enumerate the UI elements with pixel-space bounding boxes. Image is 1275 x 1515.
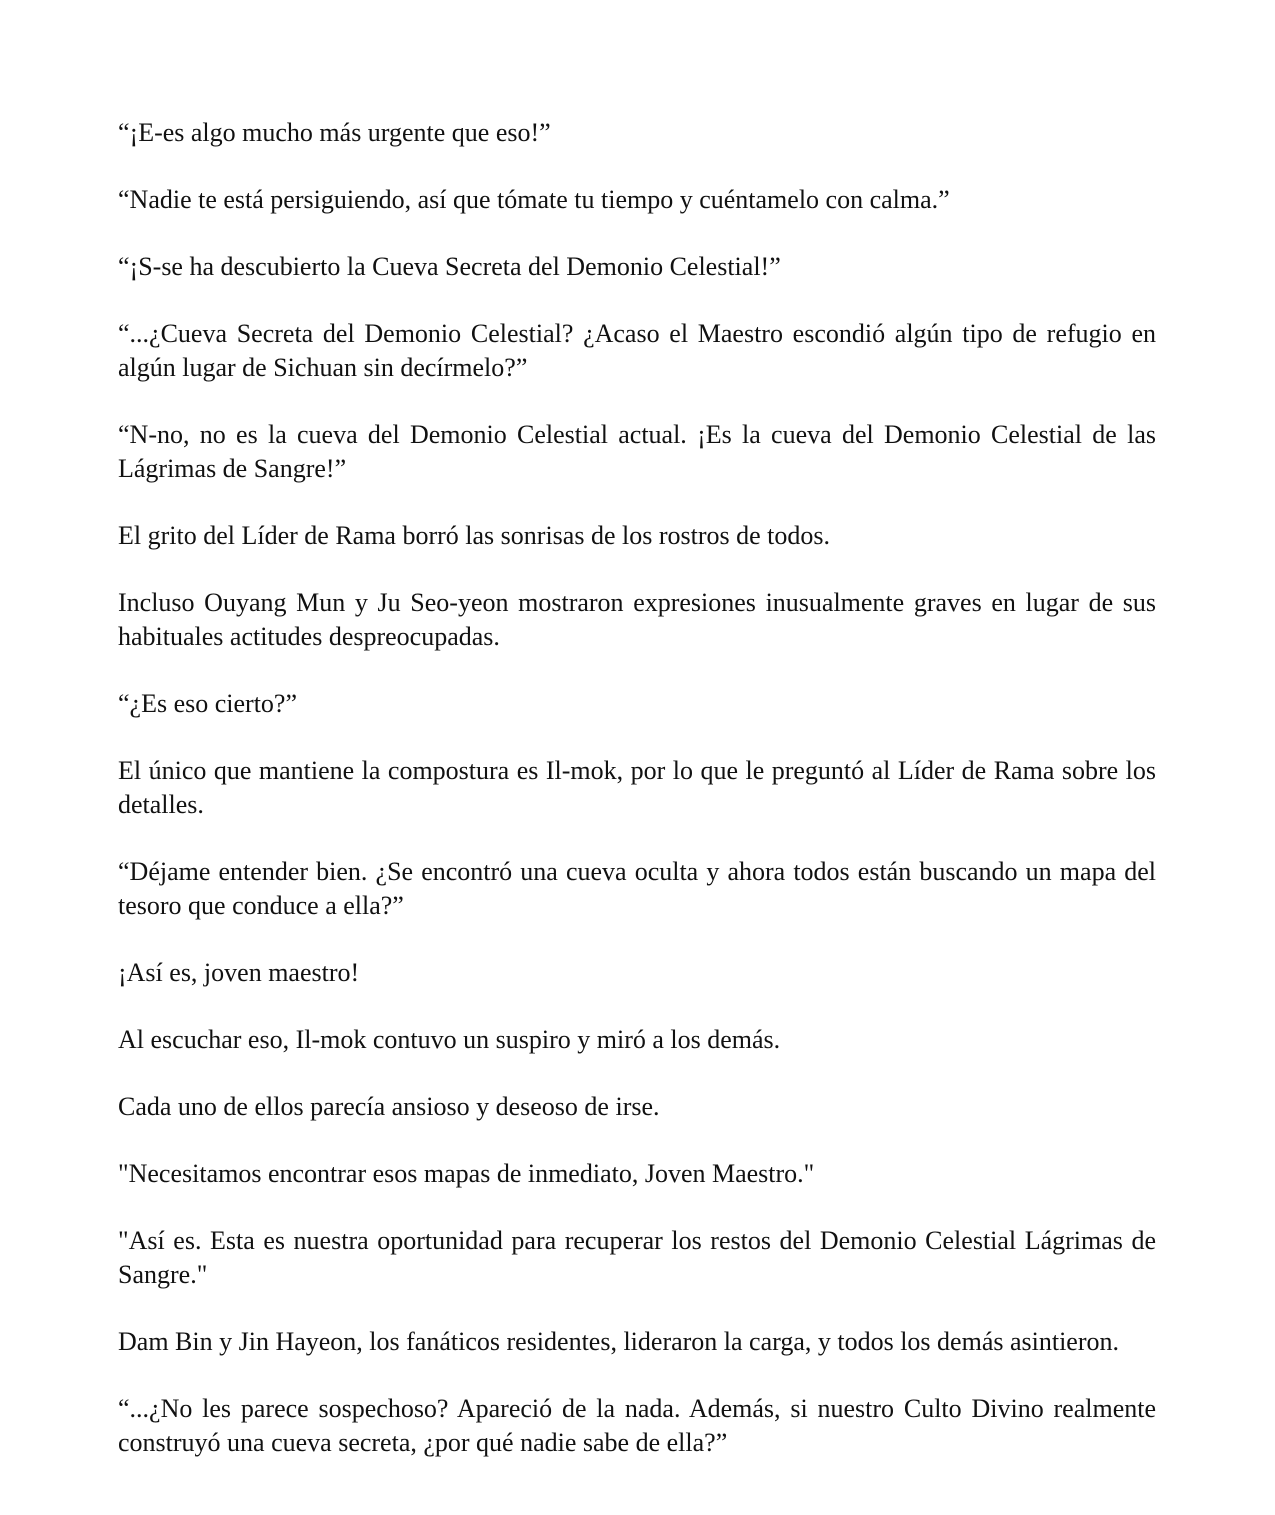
paragraph: El grito del Líder de Rama borró las sonrisas de los rostros de todos. (118, 521, 830, 550)
document-page (118, 116, 1156, 1460)
paragraph: “Déjame entender bien. ¿Se encontró una cueva oculta y ahora todos están buscando un mapa del tesoro que conduce a ella?” (118, 857, 1156, 920)
paragraph: "Así es. Esta es nuestra oportunidad para recuperar los restos del Demonio Celestial Lágrimas de Sangre." (118, 1226, 1156, 1289)
paragraph: “...¿Cueva Secreta del Demonio Celestial? ¿Acaso el Maestro escondió algún tipo de refugio en algún lugar de Sichuan sin decírmelo?” (118, 319, 1156, 382)
paragraph: “...¿No les parece sospechoso? Apareció de la nada. Además, si nuestro Culto Divino realmente construyó una cueva secreta, ¿por qué nadie sabe de ella?” (118, 1394, 1156, 1457)
paragraph: El único que mantiene la compostura es Il-mok, por lo que le preguntó al Líder de Rama sobre los detalles. (118, 756, 1156, 819)
paragraph: ¡Así es, joven maestro! (118, 958, 360, 987)
paragraph: Cada uno de ellos parecía ansioso y deseoso de irse. (118, 1092, 660, 1121)
paragraph: “¡E-es algo mucho más urgente que eso!” (118, 118, 551, 147)
paragraph: “N-no, no es la cueva del Demonio Celestial actual. ¡Es la cueva del Demonio Celestial de las Lágrimas de Sangre!” (118, 420, 1156, 483)
paragraph: “Nadie te está persiguiendo, así que tómate tu tiempo y cuéntamelo con calma.” (118, 185, 950, 214)
paragraph: Dam Bin y Jin Hayeon, los fanáticos residentes, lideraron la carga, y todos los demás asintieron. (118, 1327, 1119, 1356)
paragraph: Al escuchar eso, Il-mok contuvo un suspiro y miró a los demás. (118, 1025, 781, 1054)
paragraph: “¿Es eso cierto?” (118, 689, 298, 718)
paragraph: Incluso Ouyang Mun y Ju Seo-yeon mostraron expresiones inusualmente graves en lugar de sus habituales actitudes despreocupadas. (118, 588, 1156, 651)
paragraph: “¡S-se ha descubierto la Cueva Secreta del Demonio Celestial!” (118, 252, 781, 281)
paragraph: "Necesitamos encontrar esos mapas de inmediato, Joven Maestro." (118, 1159, 815, 1188)
